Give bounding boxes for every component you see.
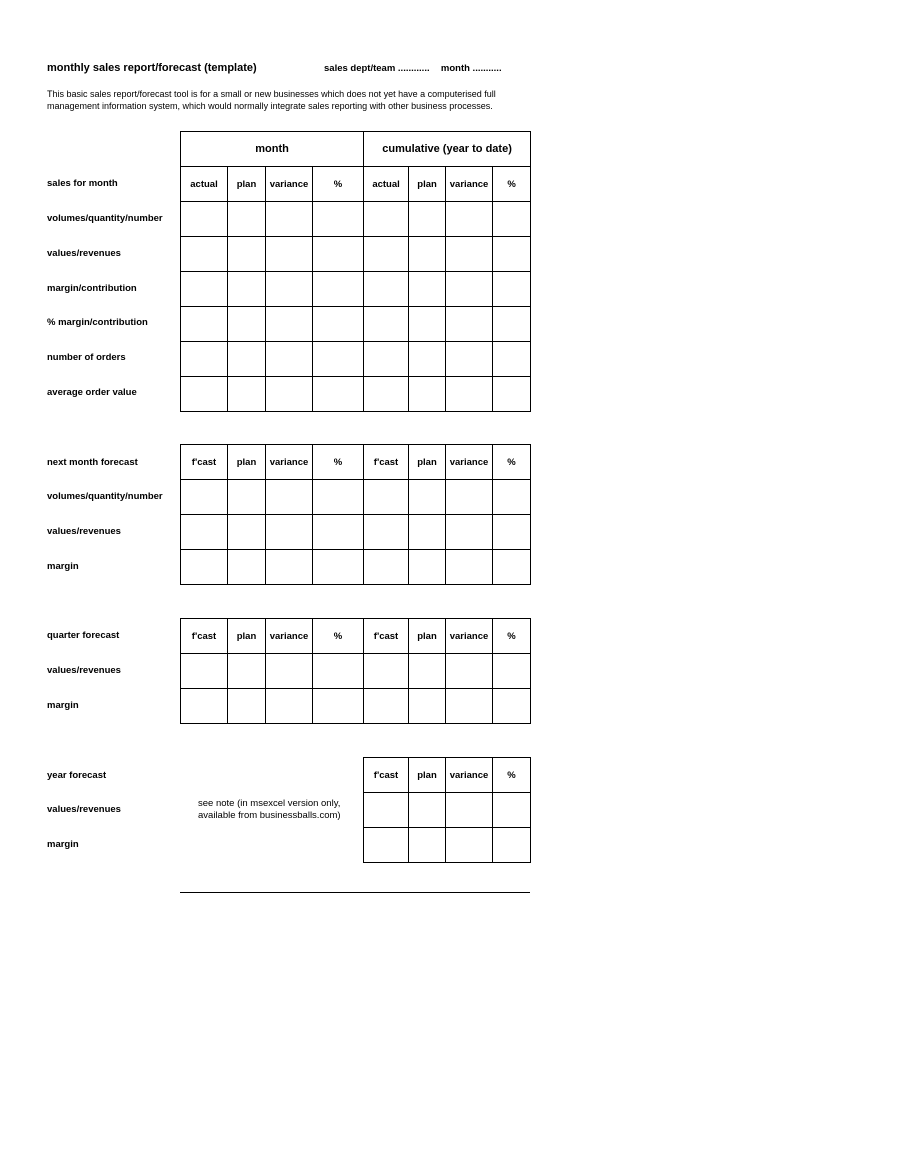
table-row — [181, 272, 531, 307]
input-cell[interactable] — [228, 654, 266, 689]
sales-month-table — [180, 131, 531, 412]
input-cell[interactable] — [228, 202, 266, 237]
input-cell[interactable] — [493, 689, 531, 724]
input-cell[interactable] — [409, 202, 446, 237]
column-header: plan — [409, 758, 446, 793]
row-label: volumes/quantity/number — [47, 213, 163, 224]
column-header: f'cast — [364, 445, 409, 480]
month-field-label[interactable]: month ........... — [440, 63, 502, 74]
input-cell[interactable] — [266, 515, 313, 550]
row-label: margin — [47, 700, 79, 711]
sales-for-month-label: sales for month — [47, 178, 118, 189]
input-cell[interactable] — [493, 202, 531, 237]
column-header: variance — [446, 445, 493, 480]
column-header: variance — [446, 167, 493, 202]
table-row — [181, 480, 531, 515]
input-cell[interactable] — [266, 654, 313, 689]
row-label: values/revenues — [47, 526, 121, 537]
input-cell[interactable] — [266, 377, 313, 412]
input-cell[interactable] — [228, 237, 266, 272]
input-cell[interactable] — [493, 377, 531, 412]
input-cell[interactable] — [313, 342, 364, 377]
input-cell[interactable] — [493, 307, 531, 342]
row-label: values/revenues — [47, 248, 121, 259]
input-cell[interactable] — [313, 272, 364, 307]
column-header: plan — [409, 445, 446, 480]
input-cell[interactable] — [181, 515, 228, 550]
input-cell[interactable] — [266, 202, 313, 237]
year-note-text: see note (in msexcel version only, available from businessballs.com) — [198, 798, 341, 821]
column-header: plan — [228, 619, 266, 654]
next-month-forecast-label: next month forecast — [47, 457, 138, 468]
column-header: % — [493, 619, 531, 654]
group-header-cumulative: cumulative (year to date) — [364, 132, 531, 167]
input-cell[interactable] — [364, 480, 409, 515]
column-header: % — [313, 445, 364, 480]
group-header-month: month — [181, 132, 364, 167]
input-cell[interactable] — [313, 689, 364, 724]
input-cell[interactable] — [313, 202, 364, 237]
input-cell[interactable] — [446, 828, 493, 863]
input-cell[interactable] — [493, 480, 531, 515]
input-cell[interactable] — [493, 342, 531, 377]
input-cell[interactable] — [313, 515, 364, 550]
input-cell[interactable] — [364, 793, 409, 828]
column-header-row — [181, 167, 531, 202]
column-header: % — [313, 619, 364, 654]
input-cell[interactable] — [364, 307, 409, 342]
column-header: % — [493, 758, 531, 793]
input-cell[interactable] — [266, 550, 313, 585]
input-cell[interactable] — [228, 515, 266, 550]
table-row — [181, 202, 531, 237]
input-cell[interactable] — [409, 480, 446, 515]
input-cell[interactable] — [409, 793, 446, 828]
column-header-row — [181, 619, 531, 654]
column-header-row — [181, 445, 531, 480]
column-header: % — [313, 167, 364, 202]
input-cell[interactable] — [409, 689, 446, 724]
row-label: % margin/contribution — [47, 317, 148, 328]
input-cell[interactable] — [181, 480, 228, 515]
input-cell[interactable] — [181, 654, 228, 689]
column-header: variance — [266, 167, 313, 202]
input-cell[interactable] — [409, 307, 446, 342]
column-header: plan — [409, 619, 446, 654]
row-label: margin/contribution — [47, 283, 137, 294]
input-cell[interactable] — [364, 689, 409, 724]
input-cell[interactable] — [364, 342, 409, 377]
input-cell[interactable] — [181, 307, 228, 342]
input-cell[interactable] — [266, 237, 313, 272]
year-forecast-label: year forecast — [47, 770, 107, 781]
quarter-table — [180, 618, 531, 724]
input-cell[interactable] — [228, 342, 266, 377]
table-row — [181, 654, 531, 689]
table-row — [181, 307, 531, 342]
input-cell[interactable] — [409, 515, 446, 550]
column-header: variance — [266, 445, 313, 480]
table-row — [181, 342, 531, 377]
column-header: plan — [228, 445, 266, 480]
input-cell[interactable] — [266, 307, 313, 342]
input-cell[interactable] — [313, 654, 364, 689]
column-header: f'cast — [364, 619, 409, 654]
table-row — [181, 237, 531, 272]
input-cell[interactable] — [446, 654, 493, 689]
input-cell[interactable] — [446, 793, 493, 828]
table-row — [181, 377, 531, 412]
row-label: margin — [47, 839, 79, 850]
column-header: f'cast — [364, 758, 409, 793]
input-cell[interactable] — [409, 272, 446, 307]
input-cell[interactable] — [266, 272, 313, 307]
column-header: % — [493, 167, 531, 202]
column-header: variance — [446, 619, 493, 654]
column-header: f'cast — [181, 445, 228, 480]
input-cell[interactable] — [364, 515, 409, 550]
input-cell[interactable] — [266, 342, 313, 377]
table-row — [181, 515, 531, 550]
input-cell[interactable] — [228, 480, 266, 515]
input-cell[interactable] — [364, 550, 409, 585]
input-cell[interactable] — [313, 307, 364, 342]
column-header: plan — [228, 167, 266, 202]
row-label: margin — [47, 561, 79, 572]
input-cell[interactable] — [313, 480, 364, 515]
input-cell[interactable] — [446, 377, 493, 412]
row-label: volumes/quantity/number — [47, 491, 163, 502]
input-cell[interactable] — [446, 480, 493, 515]
table-row — [181, 689, 531, 724]
input-cell[interactable] — [446, 342, 493, 377]
column-header-row — [364, 758, 531, 793]
input-cell[interactable] — [446, 272, 493, 307]
input-cell[interactable] — [409, 377, 446, 412]
column-header: % — [493, 445, 531, 480]
input-cell[interactable] — [181, 550, 228, 585]
column-header: actual — [181, 167, 228, 202]
column-header: variance — [446, 758, 493, 793]
input-cell[interactable] — [493, 828, 531, 863]
quarter-forecast-label: quarter forecast — [47, 630, 120, 641]
input-cell[interactable] — [493, 654, 531, 689]
input-cell[interactable] — [493, 793, 531, 828]
input-cell[interactable] — [228, 550, 266, 585]
input-cell[interactable] — [409, 550, 446, 585]
input-cell[interactable] — [364, 654, 409, 689]
row-label: values/revenues — [47, 665, 121, 676]
input-cell[interactable] — [409, 828, 446, 863]
input-cell[interactable] — [181, 377, 228, 412]
year-table — [363, 757, 531, 863]
input-cell[interactable] — [446, 202, 493, 237]
input-cell[interactable] — [228, 689, 266, 724]
table-row — [181, 550, 531, 585]
input-cell[interactable] — [313, 550, 364, 585]
row-label: average order value — [47, 387, 137, 398]
input-cell[interactable] — [228, 377, 266, 412]
input-cell[interactable] — [228, 307, 266, 342]
column-header: variance — [266, 619, 313, 654]
input-cell[interactable] — [228, 272, 266, 307]
header-fields — [324, 63, 502, 74]
input-cell[interactable] — [446, 515, 493, 550]
input-cell[interactable] — [313, 237, 364, 272]
dept-field-label[interactable]: sales dept/team ............ — [324, 63, 430, 74]
input-cell[interactable] — [409, 654, 446, 689]
next-month-table — [180, 444, 531, 585]
input-cell[interactable] — [493, 272, 531, 307]
input-cell[interactable] — [493, 515, 531, 550]
input-cell[interactable] — [181, 237, 228, 272]
input-cell[interactable] — [446, 550, 493, 585]
input-cell[interactable] — [181, 342, 228, 377]
input-cell[interactable] — [181, 202, 228, 237]
table-row — [364, 828, 531, 863]
input-cell[interactable] — [266, 689, 313, 724]
column-header: f'cast — [181, 619, 228, 654]
input-cell[interactable] — [364, 272, 409, 307]
bottom-rule — [180, 892, 530, 893]
input-cell[interactable] — [446, 689, 493, 724]
input-cell[interactable] — [493, 550, 531, 585]
input-cell[interactable] — [446, 307, 493, 342]
page-title: monthly sales report/forecast (template) — [47, 62, 257, 74]
column-header: actual — [364, 167, 409, 202]
column-header: plan — [409, 167, 446, 202]
row-label: number of orders — [47, 352, 126, 363]
input-cell[interactable] — [409, 342, 446, 377]
input-cell[interactable] — [409, 237, 446, 272]
row-label: values/revenues — [47, 804, 121, 815]
input-cell[interactable] — [364, 202, 409, 237]
input-cell[interactable] — [313, 377, 364, 412]
input-cell[interactable] — [364, 237, 409, 272]
input-cell[interactable] — [181, 689, 228, 724]
input-cell[interactable] — [364, 377, 409, 412]
year-note — [198, 798, 358, 821]
input-cell[interactable] — [364, 828, 409, 863]
input-cell[interactable] — [446, 237, 493, 272]
input-cell[interactable] — [493, 237, 531, 272]
input-cell[interactable] — [181, 272, 228, 307]
input-cell[interactable] — [266, 480, 313, 515]
table-row — [364, 793, 531, 828]
intro-text: This basic sales report/forecast tool is for a small or new businesses which does not yet have a computerised full management information system, which would normally integrate sales reporting with other business processes. — [47, 89, 496, 111]
